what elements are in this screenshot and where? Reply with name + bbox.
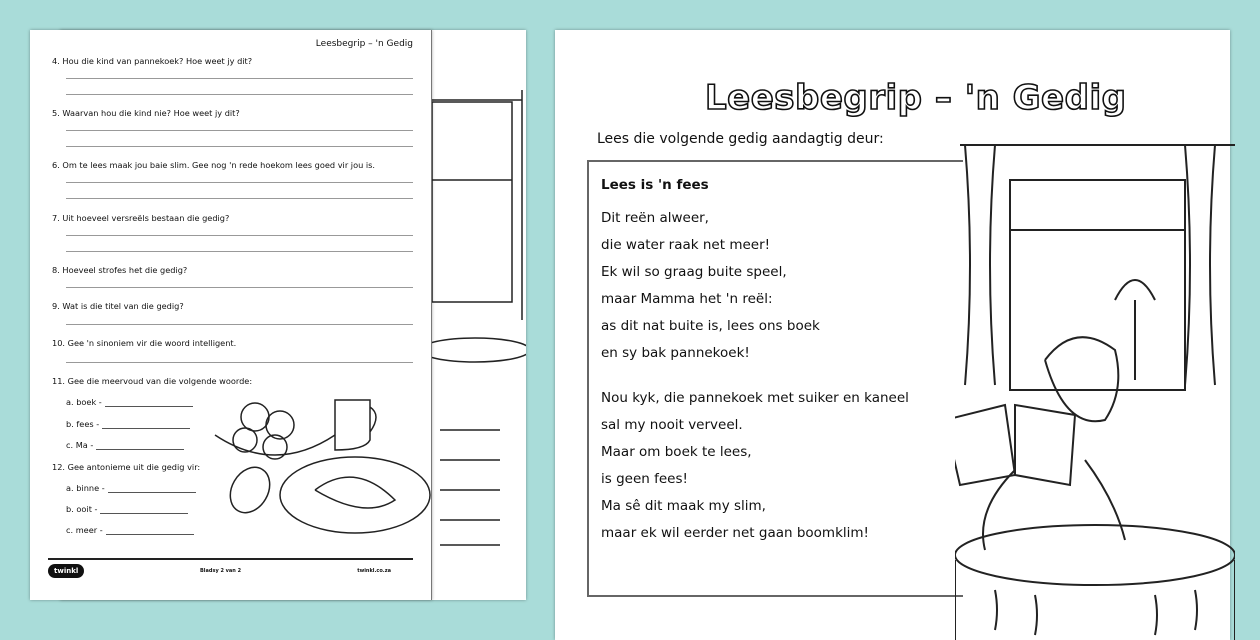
antonym-item-b bbox=[66, 504, 188, 514]
site-link[interactable]: twinkl.co.za bbox=[357, 568, 391, 574]
poem-line: Maar om boek te lees, bbox=[601, 444, 752, 460]
question-8: 8. Hoeveel strofes het die gedig? bbox=[52, 265, 188, 275]
answer-line bbox=[66, 146, 413, 147]
antonym-item-a bbox=[66, 483, 196, 493]
label: c. Ma - bbox=[66, 440, 94, 450]
poem-box bbox=[587, 160, 963, 597]
label: c. meer - bbox=[66, 525, 103, 535]
poem-line: die water raak net meer! bbox=[601, 237, 771, 253]
poem-title: Lees is 'n fees bbox=[601, 177, 709, 193]
poem-line: en sy bak pannekoek! bbox=[601, 345, 750, 361]
poem-line: maar Mamma het 'n reël: bbox=[601, 291, 773, 307]
pancake-breakfast-illustration bbox=[205, 395, 435, 545]
antonym-item-c bbox=[66, 525, 194, 535]
poem-line: Ma sê dit maak my slim, bbox=[601, 498, 766, 514]
boy-reading-by-window-illustration bbox=[955, 140, 1235, 640]
answer-line bbox=[66, 94, 413, 95]
question-5: 5. Waarvan hou die kind nie? Hoe weet jy dit? bbox=[52, 108, 240, 118]
question-11: 11. Gee die meervoud van die volgende woorde: bbox=[52, 376, 253, 386]
poem-line: Ek wil so graag buite speel, bbox=[601, 264, 787, 280]
page-header: Leesbegrip – 'n Gedig bbox=[315, 39, 413, 49]
footer-divider bbox=[48, 558, 413, 560]
page-title: Leesbegrip – 'n Gedig bbox=[705, 78, 1127, 118]
twinkl-logo: twinkl bbox=[48, 564, 84, 578]
plural-item-a bbox=[66, 397, 193, 407]
answer-line bbox=[66, 251, 413, 252]
question-4: 4. Hou die kind van pannekoek? Hoe weet jy dit? bbox=[52, 56, 253, 66]
question-6: 6. Om te lees maak jou baie slim. Gee nog 'n rede hoekom lees goed vir jou is. bbox=[52, 160, 376, 170]
questions-worksheet-page bbox=[30, 30, 432, 600]
answer-line bbox=[66, 182, 413, 183]
answer-line bbox=[66, 235, 413, 236]
label: b. fees - bbox=[66, 419, 100, 429]
poem-line: Dit reën alweer, bbox=[601, 210, 709, 226]
question-9: 9. Wat is die titel van die gedig? bbox=[52, 301, 184, 311]
answer-line bbox=[66, 362, 413, 363]
plural-item-b bbox=[66, 419, 190, 429]
question-12: 12. Gee antonieme uit die gedig vir: bbox=[52, 462, 201, 472]
label: b. ooit - bbox=[66, 504, 98, 514]
label: a. boek - bbox=[66, 397, 102, 407]
poem-line: maar ek wil eerder net gaan boomklim! bbox=[601, 525, 869, 541]
question-7: 7. Uit hoeveel versreëls bestaan die gedig? bbox=[52, 213, 230, 223]
answer-line bbox=[66, 130, 413, 131]
poem-line: sal my nooit verveel. bbox=[601, 417, 743, 433]
label: a. binne - bbox=[66, 483, 105, 493]
question-10: 10. Gee 'n sinoniem vir die woord intelligent. bbox=[52, 338, 237, 348]
poem-line: Nou kyk, die pannekoek met suiker en kaneel bbox=[601, 390, 909, 406]
instructions: Lees die volgende gedig aandagtig deur: bbox=[597, 131, 884, 147]
plural-item-c bbox=[66, 440, 184, 450]
poem-line: is geen fees! bbox=[601, 471, 688, 487]
answer-line bbox=[66, 198, 413, 199]
poem-worksheet-page bbox=[555, 30, 1230, 640]
page-number: Bladsy 2 van 2 bbox=[200, 568, 242, 574]
poem-line: as dit nat buite is, lees ons boek bbox=[601, 318, 820, 334]
answer-line bbox=[66, 78, 413, 79]
answer-line bbox=[66, 324, 413, 325]
answer-line bbox=[66, 287, 413, 288]
